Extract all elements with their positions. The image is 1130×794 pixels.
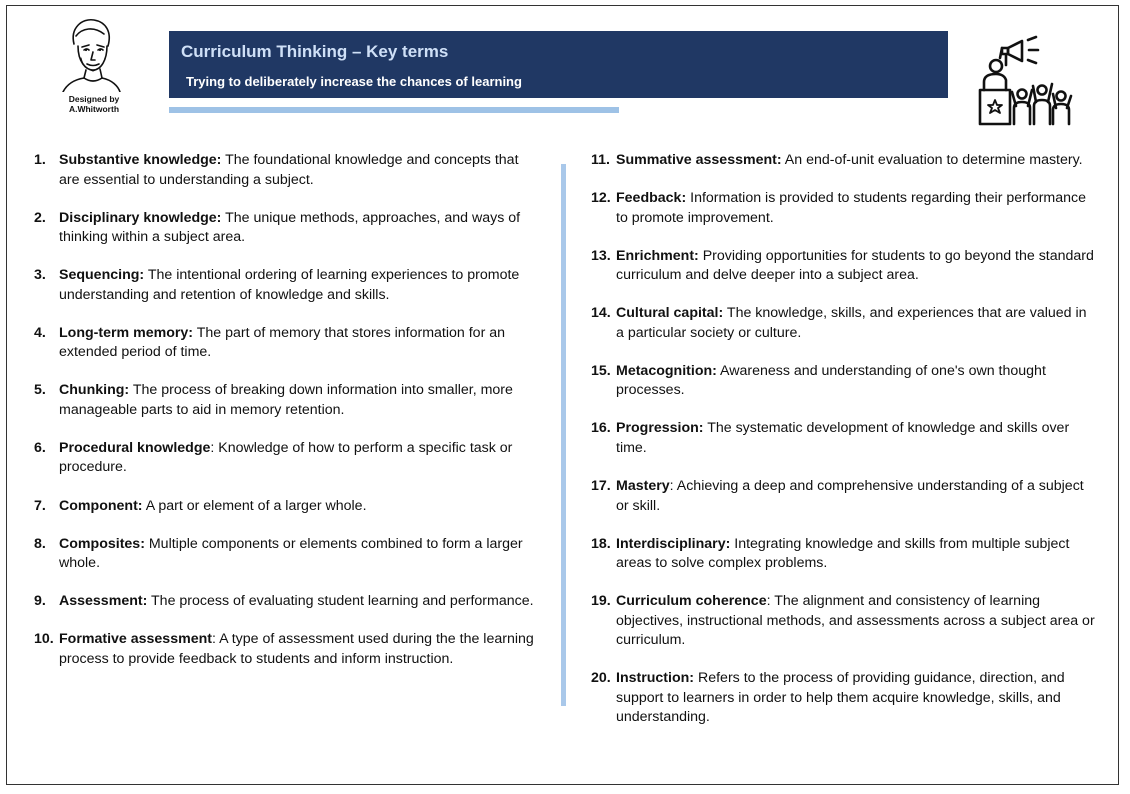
- key-term-item: [591, 189, 1096, 228]
- term-name: Composites:: [59, 535, 145, 552]
- term-definition: Refers to the process of providing guidance, direction, and support to learners in order to help them acquire knowledge, skills, and understanding.: [616, 670, 1065, 726]
- term-number: 10.: [34, 631, 54, 648]
- key-term-item: [34, 630, 534, 669]
- term-number: 15.: [591, 362, 611, 379]
- key-term-item: [591, 669, 1096, 728]
- column-divider: [561, 164, 566, 706]
- term-number: 11.: [591, 152, 610, 168]
- term-definition: The knowledge, skills, and experiences that are valued in a particular society or culture.: [616, 305, 1087, 341]
- term-name: Cultural capital:: [616, 305, 724, 322]
- key-term-item: [591, 592, 1096, 651]
- term-number: 18.: [591, 535, 611, 552]
- term-definition: The process of evaluating student learning and performance.: [147, 593, 534, 610]
- term-number: 1.: [34, 152, 46, 168]
- key-term-item: [34, 439, 534, 478]
- term-definition: A part or element of a larger whole.: [142, 497, 367, 514]
- term-name: Mastery: [616, 478, 670, 495]
- key-term-item: [34, 592, 534, 612]
- term-name: Metacognition:: [616, 362, 717, 379]
- term-definition: Providing opportunities for students to go beyond the standard curriculum and delve deeper into a subject area.: [616, 247, 1094, 284]
- title-banner: [169, 31, 948, 98]
- key-term-item: [591, 151, 1096, 171]
- author-name: A.Whitworth: [68, 104, 120, 114]
- term-definition: : Achieving a deep and comprehensive understanding of a subject or skill.: [616, 478, 1084, 514]
- term-number: 7.: [34, 497, 46, 514]
- term-name: Summative assessment:: [616, 152, 782, 168]
- term-definition: Integrating knowledge and skills from multiple subject areas to solve complex problems.: [616, 535, 1070, 572]
- term-name: Chunking:: [59, 382, 130, 399]
- terms-list-right: [591, 151, 1096, 746]
- term-number: 16.: [591, 420, 611, 437]
- term-number: 13.: [591, 247, 611, 264]
- term-definition: Awareness and understanding of one's own thought processes.: [616, 362, 1046, 399]
- term-definition: The systematic development of knowledge and skills over time.: [616, 420, 1070, 456]
- term-name: Disciplinary knowledge:: [59, 209, 222, 226]
- key-term-item: [591, 362, 1096, 401]
- key-term-item: [591, 535, 1096, 574]
- key-term-item: [591, 419, 1096, 458]
- term-name: Curriculum coherence: [616, 593, 767, 610]
- term-name: Component:: [59, 497, 143, 514]
- term-name: Formative assessment: [59, 631, 212, 648]
- term-name: Interdisciplinary:: [616, 535, 731, 552]
- term-definition: The unique methods, approaches, and ways of thinking within a subject area.: [59, 209, 521, 246]
- term-number: 12.: [591, 190, 611, 207]
- term-number: 14.: [591, 305, 611, 322]
- accent-bar: [169, 107, 619, 113]
- term-definition: Information is provided to students regarding their performance to promote improvement.: [616, 190, 1087, 226]
- designed-by-credit: [60, 94, 128, 114]
- designed-by-label: Designed by: [68, 94, 120, 104]
- key-term-item: [591, 247, 1096, 286]
- term-name: Feedback:: [616, 190, 687, 207]
- megaphone-crowd-icon: [972, 28, 1076, 128]
- term-number: 20.: [591, 670, 611, 687]
- key-term-item: [34, 381, 534, 420]
- term-number: 4.: [34, 324, 46, 341]
- term-definition: An end-of-unit evaluation to determine mastery.: [781, 152, 1083, 168]
- term-definition: : Knowledge of how to perform a specific task or procedure.: [59, 439, 513, 476]
- page-subtitle: Trying to deliberately increase the chances of learning: [186, 74, 522, 89]
- term-number: 5.: [34, 382, 46, 399]
- term-name: Instruction:: [616, 670, 695, 687]
- term-number: 2.: [34, 209, 46, 226]
- term-number: 3.: [34, 267, 46, 284]
- term-definition: The intentional ordering of learning experiences to promote understanding and retention of knowledge and skills.: [59, 267, 520, 303]
- key-term-item: [34, 324, 534, 363]
- term-definition: The foundational knowledge and concepts that are essential to understanding a subject.: [59, 152, 519, 188]
- term-name: Substantive knowledge:: [59, 152, 222, 168]
- key-term-item: [34, 151, 534, 190]
- term-number: 8.: [34, 535, 46, 552]
- term-definition: Multiple components or elements combined to form a larger whole.: [59, 535, 523, 572]
- key-term-item: [34, 535, 534, 574]
- key-term-item: [34, 497, 534, 517]
- term-name: Long-term memory:: [59, 324, 194, 341]
- term-name: Sequencing:: [59, 267, 145, 284]
- key-term-item: [591, 304, 1096, 343]
- term-definition: The part of memory that stores information for an extended period of time.: [59, 324, 506, 361]
- key-term-item: [34, 266, 534, 305]
- term-number: 19.: [591, 593, 611, 610]
- key-term-item: [591, 477, 1096, 516]
- page-title: Curriculum Thinking – Key terms: [181, 42, 449, 61]
- term-number: 9.: [34, 593, 46, 610]
- term-definition: : The alignment and consistency of learning objectives, instructional methods, and assessments across a subject area or curriculum.: [616, 593, 1095, 649]
- term-number: 6.: [34, 439, 46, 456]
- term-name: Procedural knowledge: [59, 439, 211, 456]
- term-definition: The process of breaking down information into smaller, more manageable parts to aid in memory retention.: [59, 382, 513, 418]
- term-name: Progression:: [616, 420, 704, 437]
- key-term-item: [34, 209, 534, 248]
- term-definition: : A type of assessment used during the the learning process to provide feedback to students and inform instruction.: [59, 631, 534, 667]
- terms-list-left: [34, 151, 534, 688]
- term-name: Enrichment:: [616, 247, 699, 264]
- term-name: Assessment:: [59, 593, 148, 610]
- author-portrait-icon: [60, 14, 122, 92]
- term-number: 17.: [591, 478, 611, 495]
